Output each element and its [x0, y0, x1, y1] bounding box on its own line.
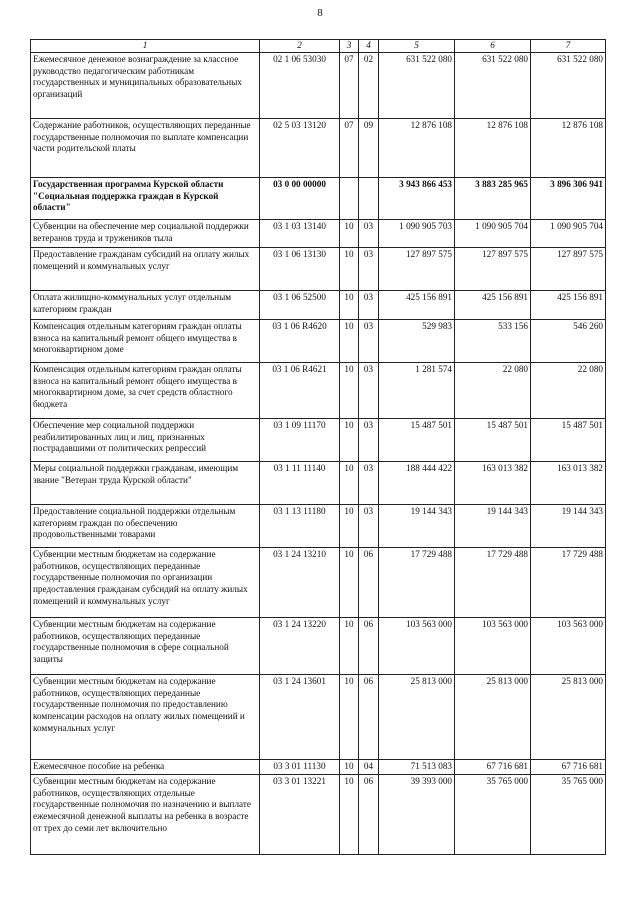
- row-subsection: 06: [359, 547, 379, 617]
- row-section: 10: [340, 461, 359, 504]
- row-name: Субвенции местным бюджетам на содержание работников, осуществляющих переданные государственные полномочия по предоставлению компенсации расходов на оплату жилых помещений и коммунальных услуг: [31, 674, 260, 759]
- row-code: 03 0 00 00000: [260, 177, 340, 219]
- row-name: Субвенции местным бюджетам на содержание работников, осуществляющих переданные государственные полномочия по организации предоставления гражданам субсидий на оплату жилых помещений и коммунальных услуг: [31, 547, 260, 617]
- row-value-6: 533 156: [455, 319, 531, 362]
- table-row-program: [31, 177, 606, 219]
- row-name: Обеспечение мер социальной поддержки реабилитированных лиц и лиц, признанных пострадавшими от политических репрессий: [31, 418, 260, 461]
- row-name: Предоставление социальной поддержки отдельным категориям граждан по обеспечению продовольственными товарами: [31, 504, 260, 547]
- row-value-6: 1 090 905 704: [455, 219, 531, 247]
- row-code: 03 1 06 R4621: [260, 362, 340, 418]
- row-subsection: 03: [359, 461, 379, 504]
- row-subsection: 03: [359, 418, 379, 461]
- row-section: 10: [340, 504, 359, 547]
- row-value-6: 22 080: [455, 362, 531, 418]
- row-value-6: 19 144 343: [455, 504, 531, 547]
- row-value-5: 425 156 891: [379, 290, 455, 319]
- row-name: Субвенции местным бюджетам на содержание работников, осуществляющих переданные государственные полномочия в сфере социальной защиты: [31, 617, 260, 674]
- row-value-7: 631 522 080: [531, 52, 606, 118]
- row-value-5: 1 090 905 703: [379, 219, 455, 247]
- row-value-5: 127 897 575: [379, 247, 455, 290]
- budget-table: [30, 39, 606, 855]
- row-subsection: 09: [359, 118, 379, 177]
- table-row: [31, 118, 606, 177]
- table-row: [31, 617, 606, 674]
- table-row: [31, 504, 606, 547]
- row-value-7: 546 260: [531, 319, 606, 362]
- row-value-7: 19 144 343: [531, 504, 606, 547]
- row-code: 03 3 01 11130: [260, 759, 340, 774]
- row-subsection: 03: [359, 219, 379, 247]
- row-value-6: 631 522 080: [455, 52, 531, 118]
- table-row: [31, 547, 606, 617]
- table-row: [31, 290, 606, 319]
- row-code: 03 3 01 13221: [260, 774, 340, 854]
- row-value-5: 25 813 000: [379, 674, 455, 759]
- table-row: [31, 774, 606, 854]
- row-value-7: 3 896 306 941: [531, 177, 606, 219]
- table-row: [31, 418, 606, 461]
- row-value-7: 127 897 575: [531, 247, 606, 290]
- row-section: 10: [340, 547, 359, 617]
- row-name: Меры социальной поддержки гражданам, имеющим звание "Ветеран труда Курской области": [31, 461, 260, 504]
- row-value-7: 25 813 000: [531, 674, 606, 759]
- row-subsection: 02: [359, 52, 379, 118]
- row-value-6: 67 716 681: [455, 759, 531, 774]
- row-subsection: [359, 177, 379, 219]
- row-section: 10: [340, 362, 359, 418]
- row-section: 10: [340, 290, 359, 319]
- row-value-7: 17 729 488: [531, 547, 606, 617]
- row-section: 07: [340, 118, 359, 177]
- row-section: 10: [340, 319, 359, 362]
- row-section: 10: [340, 418, 359, 461]
- row-value-5: 19 144 343: [379, 504, 455, 547]
- row-value-6: 17 729 488: [455, 547, 531, 617]
- row-value-6: 25 813 000: [455, 674, 531, 759]
- row-value-5: 17 729 488: [379, 547, 455, 617]
- row-section: 10: [340, 774, 359, 854]
- row-code: 03 1 06 13130: [260, 247, 340, 290]
- row-section: 10: [340, 247, 359, 290]
- row-name: Содержание работников, осуществляющих переданные государственные полномочия по выплате компенсации части родительской платы: [31, 118, 260, 177]
- row-code: 03 1 24 13220: [260, 617, 340, 674]
- row-section: 10: [340, 617, 359, 674]
- table-row: [31, 461, 606, 504]
- row-value-5: 103 563 000: [379, 617, 455, 674]
- row-value-5: 529 983: [379, 319, 455, 362]
- row-value-5: 71 513 083: [379, 759, 455, 774]
- row-section: [340, 177, 359, 219]
- row-value-6: 12 876 108: [455, 118, 531, 177]
- row-value-5: 188 444 422: [379, 461, 455, 504]
- row-value-5: 1 281 574: [379, 362, 455, 418]
- table-row: [31, 52, 606, 118]
- table-row: [31, 362, 606, 418]
- row-value-5: 12 876 108: [379, 118, 455, 177]
- row-subsection: 03: [359, 247, 379, 290]
- row-code: 03 1 03 13140: [260, 219, 340, 247]
- row-section: 07: [340, 52, 359, 118]
- row-value-7: 1 090 905 704: [531, 219, 606, 247]
- row-name: Субвенции на обеспечение мер социальной поддержки ветеранов труда и тружеников тыла: [31, 219, 260, 247]
- row-value-5: 39 393 000: [379, 774, 455, 854]
- row-value-7: 103 563 000: [531, 617, 606, 674]
- row-value-6: 163 013 382: [455, 461, 531, 504]
- row-value-7: 67 716 681: [531, 759, 606, 774]
- row-code: 03 1 09 11170: [260, 418, 340, 461]
- row-section: 10: [340, 759, 359, 774]
- table-row: [31, 247, 606, 290]
- row-code: 03 1 06 52500: [260, 290, 340, 319]
- row-subsection: 03: [359, 319, 379, 362]
- row-value-7: 35 765 000: [531, 774, 606, 854]
- row-section: 10: [340, 219, 359, 247]
- col-header-1: 1: [31, 40, 260, 53]
- page-number: 8: [317, 7, 323, 19]
- row-code: 03 1 06 R4620: [260, 319, 340, 362]
- row-code: 03 1 13 11180: [260, 504, 340, 547]
- row-value-7: 22 080: [531, 362, 606, 418]
- row-name: Предоставление гражданам субсидий на оплату жилых помещений и коммунальных услуг: [31, 247, 260, 290]
- row-value-6: 3 883 285 965: [455, 177, 531, 219]
- row-value-7: 12 876 108: [531, 118, 606, 177]
- row-subsection: 06: [359, 617, 379, 674]
- col-header-6: 6: [455, 40, 531, 53]
- row-name: Ежемесячное пособие на ребенка: [31, 759, 260, 774]
- col-header-4: 4: [359, 40, 379, 53]
- row-code: 03 1 11 11140: [260, 461, 340, 504]
- row-section: 10: [340, 674, 359, 759]
- row-name: Государственная программа Курской области "Социальная поддержка граждан в Курской области": [31, 177, 260, 219]
- row-code: 02 1 06 53030: [260, 52, 340, 118]
- row-name: Компенсация отдельным категориям граждан оплаты взноса на капитальный ремонт общего имущества в многоквартирном доме: [31, 319, 260, 362]
- row-subsection: 04: [359, 759, 379, 774]
- col-header-5: 5: [379, 40, 455, 53]
- row-value-6: 127 897 575: [455, 247, 531, 290]
- row-subsection: 06: [359, 774, 379, 854]
- row-name: Ежемесячное денежное вознаграждение за классное руководство педагогическим работникам государственных и муниципальных образовательных организаций: [31, 52, 260, 118]
- row-code: 03 1 24 13601: [260, 674, 340, 759]
- row-value-5: 3 943 866 453: [379, 177, 455, 219]
- row-value-5: 631 522 080: [379, 52, 455, 118]
- table-row: [31, 319, 606, 362]
- row-value-5: 15 487 501: [379, 418, 455, 461]
- table-row: [31, 759, 606, 774]
- row-value-6: 15 487 501: [455, 418, 531, 461]
- table-row: [31, 219, 606, 247]
- row-subsection: 03: [359, 362, 379, 418]
- row-code: 02 5 03 13120: [260, 118, 340, 177]
- row-code: 03 1 24 13210: [260, 547, 340, 617]
- row-value-6: 103 563 000: [455, 617, 531, 674]
- row-value-7: 163 013 382: [531, 461, 606, 504]
- row-value-7: 15 487 501: [531, 418, 606, 461]
- header-row: [31, 40, 606, 53]
- row-name: Оплата жилищно-коммунальных услуг отдельным категориям граждан: [31, 290, 260, 319]
- row-value-6: 35 765 000: [455, 774, 531, 854]
- row-name: Компенсация отдельным категориям граждан оплаты взноса на капитальный ремонт общего имущества в многоквартирном доме, за счет средств областного бюджета: [31, 362, 260, 418]
- row-value-7: 425 156 891: [531, 290, 606, 319]
- row-subsection: 03: [359, 290, 379, 319]
- col-header-2: 2: [260, 40, 340, 53]
- row-name: Субвенции местным бюджетам на содержание работников, осуществляющих отдельные государственные полномочия по назначению и выплате ежемесячной денежной выплаты на ребенка в возрасте от трех до семи лет включительно: [31, 774, 260, 854]
- col-header-3: 3: [340, 40, 359, 53]
- col-header-7: 7: [531, 40, 606, 53]
- row-value-6: 425 156 891: [455, 290, 531, 319]
- row-subsection: 06: [359, 674, 379, 759]
- row-subsection: 03: [359, 504, 379, 547]
- table-row: [31, 674, 606, 759]
